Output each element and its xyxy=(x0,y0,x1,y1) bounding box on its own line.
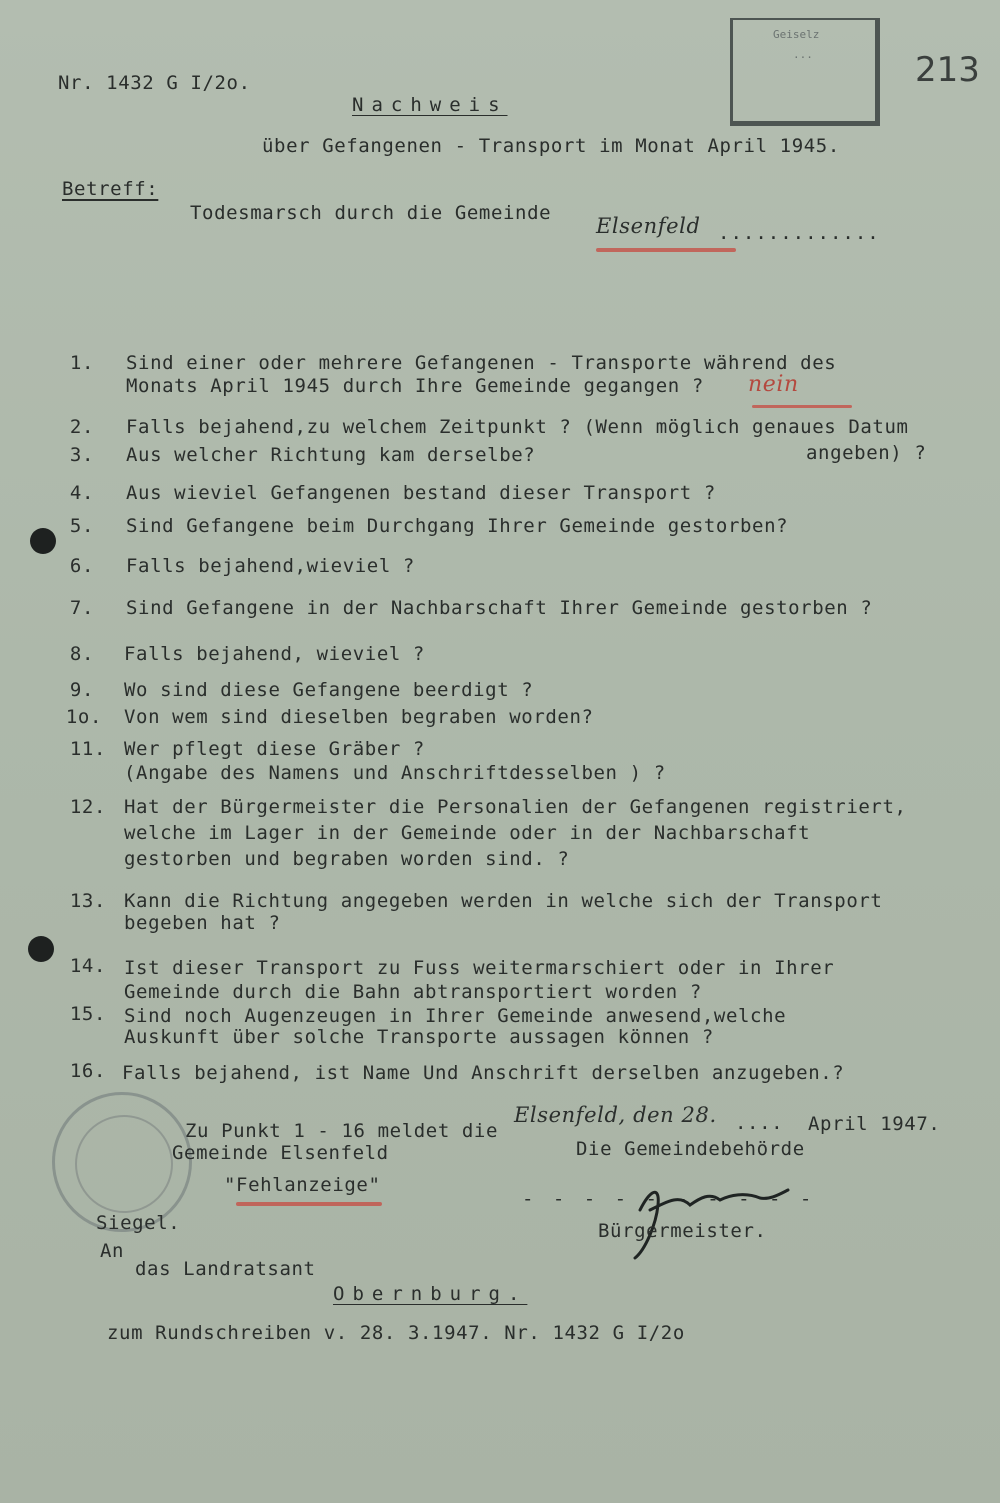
question-number: 7. xyxy=(69,597,94,619)
subject-label: Betreff: xyxy=(62,178,159,200)
red-underline-fehlanzeige xyxy=(236,1202,382,1206)
reference-number: Nr. 1432 G I/2o. xyxy=(58,72,251,94)
question-number: 6. xyxy=(69,555,94,577)
punch-hole-bottom xyxy=(28,936,54,962)
question-number: 13. xyxy=(69,890,106,912)
question-number: 16. xyxy=(69,1060,106,1082)
question-text: Sind noch Augenzeugen in Ihrer Gemeinde anwesend,welche xyxy=(124,1005,787,1027)
red-underline-answer xyxy=(752,405,852,408)
month-year: April 1947. xyxy=(808,1113,941,1135)
handwritten-answer-q1: nein xyxy=(748,372,799,397)
stamp-line-1: Geiselz xyxy=(773,28,820,41)
subject-text: Todesmarsch durch die Gemeinde xyxy=(190,202,552,224)
question-number: 2. xyxy=(69,416,94,438)
footer-reference: zum Rundschreiben v. 28. 3.1947. Nr. 1432 G I/2o xyxy=(107,1322,685,1344)
question-text: Wer pflegt diese Gräber ? xyxy=(124,738,425,760)
question-number: 8. xyxy=(69,643,94,665)
question-text-continuation: angeben) ? xyxy=(806,442,927,464)
question-number: 12. xyxy=(69,796,106,818)
question-text: begeben hat ? xyxy=(124,912,281,934)
question-text: gestorben und begraben worden sind. ? xyxy=(124,848,570,870)
question-text: Sind Gefangene beim Durchgang Ihrer Gemeinde gestorben? xyxy=(126,515,789,537)
question-text: Falls bejahend,wieviel ? xyxy=(126,555,415,577)
seal-label: Siegel. xyxy=(96,1212,181,1234)
place-date-dots: .... xyxy=(735,1112,784,1134)
red-underline-municipality xyxy=(596,248,736,252)
question-number: 3. xyxy=(69,444,94,466)
question-number: 5. xyxy=(69,515,94,537)
report-line-2: Gemeinde Elsenfeld xyxy=(172,1142,389,1164)
question-text: (Angabe des Namens und Anschriftdesselben ) ? xyxy=(124,762,666,784)
question-number: 15. xyxy=(69,1003,106,1025)
place-date-handwritten: Elsenfeld, den 28. xyxy=(514,1103,717,1127)
question-number: 1o. xyxy=(65,706,102,728)
question-text: Kann die Richtung angegeben werden in welche sich der Transport xyxy=(124,890,883,912)
question-text: Aus wieviel Gefangenen bestand dieser Transport ? xyxy=(126,482,716,504)
archive-stamp xyxy=(730,18,880,126)
mayor-signature xyxy=(620,1170,790,1260)
seal-inner-ring xyxy=(75,1115,173,1213)
recipient-an: An xyxy=(100,1240,125,1262)
question-text: Von wem sind dieselben begraben worden? xyxy=(124,706,594,728)
question-number: 9. xyxy=(69,679,94,701)
question-number: 1. xyxy=(69,352,94,374)
question-text: Falls bejahend,zu welchem Zeitpunkt ? (Wenn möglich genaues Datum xyxy=(126,416,909,438)
recipient-office: das Landratsant xyxy=(135,1258,316,1280)
document-subtitle: über Gefangenen - Transport im Monat April 1945. xyxy=(262,135,840,157)
question-text: Falls bejahend, ist Name Und Anschrift derselben anzugeben.? xyxy=(122,1062,845,1084)
municipality-dots: ............. xyxy=(718,222,880,244)
question-text: Wo sind diese Gefangene beerdigt ? xyxy=(124,679,534,701)
question-number: 11. xyxy=(69,738,106,760)
question-text: Falls bejahend, wieviel ? xyxy=(124,643,425,665)
issuing-authority: Die Gemeindebehörde xyxy=(576,1138,805,1160)
page-number: 213 xyxy=(915,50,980,90)
question-text: Sind Gefangene in der Nachbarschaft Ihrer Gemeinde gestorben ? xyxy=(126,597,873,619)
report-line-1: Zu Punkt 1 - 16 meldet die xyxy=(185,1120,499,1142)
question-text: Gemeinde durch die Bahn abtransportiert worden ? xyxy=(124,981,702,1003)
signature-line: - - - - - - - - - - xyxy=(522,1188,816,1210)
mayor-title: Bürgermeister. xyxy=(598,1220,767,1242)
question-text: Aus welcher Richtung kam derselbe? xyxy=(126,444,536,466)
official-seal xyxy=(52,1092,192,1232)
document-title: Nachweis xyxy=(352,94,508,116)
question-text: Ist dieser Transport zu Fuss weitermarschiert oder in Ihrer xyxy=(124,957,835,979)
question-text: Hat der Bürgermeister die Personalien der Gefangenen registriert, xyxy=(124,796,907,818)
question-number: 14. xyxy=(69,955,106,977)
question-text: Auskunft über solche Transporte aussagen können ? xyxy=(124,1026,714,1048)
municipality-handwritten: Elsenfeld xyxy=(596,214,701,238)
question-text: Monats April 1945 durch Ihre Gemeinde gegangen ? xyxy=(126,375,704,397)
question-text: Sind einer oder mehrere Gefangenen - Transporte während des xyxy=(126,352,837,374)
recipient-city: Obernburg. xyxy=(333,1283,528,1305)
question-number: 4. xyxy=(69,482,94,504)
stamp-line-2: ... xyxy=(793,48,813,61)
fehlanzeige-text: "Fehlanzeige" xyxy=(224,1174,381,1196)
question-text: welche im Lager in der Gemeinde oder in der Nachbarschaft xyxy=(124,822,811,844)
